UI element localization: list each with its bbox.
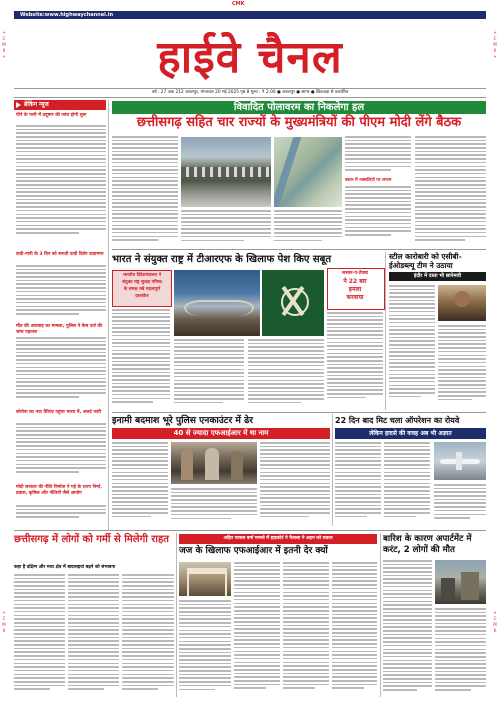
lead-kicker: विवादित पोलावरम का निकलेगा हल [233, 102, 365, 113]
right-top-headline: स्टील कारोबारी को एसीबी-ईओडब्ल्यू टीम ने उठाया [389, 252, 462, 270]
website-link[interactable]: Website:www.highwaychannel.in [20, 11, 114, 18]
breaking-item-headline: मौत की अफवाह का मामला, पुलिस ने केस दर्ज की जांच पड़ताल [16, 324, 103, 335]
trf-flag-image [262, 270, 324, 336]
lead-headline: छत्तीसगढ़ सहित चार राज्यों के मुख्यमंत्रियों की पीएम मोदी लेंगे बैठक [136, 115, 462, 130]
breaking-item-headline: मोदी सरकार की नीति निर्माता ने गई के राज्य निर्मा, प्रवास, कृषिक और नीतियों जैसे आयोग [16, 485, 102, 496]
story5-subhead: कहा है दक्षिण और मध्य क्षेत्र में बादलाइयां बढ़ने को संभावना [14, 565, 116, 570]
side-story-line: संयुक्त राष्ट्र सुरक्षा परिषद [122, 280, 162, 285]
masthead-rule-2 [14, 97, 486, 98]
story2-headline: भारत ने संयुक्त राष्ट्र में टीआरएफ के खिलाफ पेश किए सबूत [112, 254, 332, 265]
breaking-item-headline: दादी-नानी के 3 दिन को बनाती दादी दिलेर दादामणा [16, 252, 104, 257]
right-column-rule [385, 252, 386, 410]
lead-body-column [345, 136, 411, 176]
breaking-item-headline: पीने के पानी में प्रदूषण की जांच होगी शुरू [16, 113, 87, 118]
story6-headline: जज के खिलाफ एफआईआर में इतनी देर क्यों [179, 546, 328, 556]
breaking-item-body [16, 125, 106, 251]
box-story-line: लश्कर-ए-तैयबा [342, 271, 368, 276]
story3-body-column [112, 442, 168, 524]
masthead-title: हाईवे चैनल [157, 32, 343, 83]
story6-body-column [332, 562, 377, 696]
story2-body-column [174, 339, 244, 409]
story6-body-column [234, 562, 280, 696]
story-divider [176, 533, 177, 697]
box-story-line: हमला [348, 286, 362, 293]
dam-photo [181, 137, 271, 207]
story3-body-column [171, 488, 257, 524]
left-register-mark-lower: + C M K [2, 610, 6, 633]
story6-kicker: अहित पाकल वर्मा मामले में हाइकोर्ट ने फैसला ने अहम को सवाल [223, 536, 333, 541]
encounter-photo [171, 442, 257, 484]
story5-body-column [14, 574, 65, 696]
right-top-body [438, 325, 486, 409]
breaking-item-body [16, 265, 106, 323]
story4-body-column [384, 442, 430, 524]
story7-headline: बारिश के कारण अपार्टमेंट में करंट, 2 लोगों की मौत [383, 534, 472, 555]
section-rule [112, 249, 486, 250]
un-council-photo [174, 270, 260, 336]
breaking-news-title: ब्रेकिंग न्यूज [24, 101, 49, 108]
breaking-item-headline: कोरोना का नया वैरिएंट पहुंचा भारत में, अलर्ट जारी [16, 410, 102, 415]
breaking-news-arrow-icon [16, 102, 21, 108]
right-top-subhead: इंदौर में दस्ता भी छापेमारी [413, 273, 462, 279]
side-story-line: दस्तावेज [135, 294, 149, 299]
story3-body-column [260, 442, 330, 524]
top-cmyk-mark: CMK [232, 1, 245, 7]
story7-body-column [435, 608, 486, 696]
story-divider [380, 533, 381, 697]
story6-body-column [283, 562, 329, 696]
side-story-line: भारतीय विदेशमंत्रालय ने [122, 273, 162, 278]
right-register-mark-lower: + C M K [493, 610, 497, 633]
side-story-line: के समक्ष रखे महत्वपूर्ण [123, 287, 161, 292]
lead-body-column [112, 136, 178, 246]
story6-body-column [179, 600, 231, 696]
right-register-mark: + C M K + [493, 30, 497, 59]
story-divider [332, 414, 333, 526]
aircraft-photo [434, 442, 486, 480]
section-rule [14, 530, 486, 531]
story7-body-column [383, 560, 432, 696]
lead-body-column [415, 136, 486, 246]
lead-body-column [345, 186, 411, 246]
masthead-dateline: वर्ष : 27 अंक 212 जबलपुर, मंगलवार 20 मई 2025 पृष्ठ 8 मूल्य : ₹ 2.00 ● जबलपुर ● सागर ● छिंदवाड़ा से प्रकाशित [151, 90, 349, 95]
left-register-mark: + C M K + [2, 30, 6, 59]
box-story-body [327, 312, 383, 409]
story3-headline: इनामी बदमाश भूरे पुलिस एनकाउंटर में ढेर [112, 415, 254, 426]
river-map-photo [274, 137, 342, 207]
left-column-rule [108, 100, 109, 530]
right-top-body [389, 285, 435, 409]
story4-body-column [434, 484, 486, 524]
story5-headline: छत्तीसगढ़ में लोगों को गर्मी से मिलेगी राहत [14, 534, 169, 545]
box-story-line: करवाया [346, 294, 364, 301]
steel-businessman-photo [438, 285, 486, 321]
breaking-item-body [16, 505, 106, 525]
story4-body-column [335, 442, 381, 524]
box-story-line: ने 22 बार [343, 278, 367, 285]
story5-body-column [68, 574, 119, 696]
breaking-item-body [16, 423, 106, 483]
breaking-item-body [16, 337, 106, 409]
story2-body-column [248, 339, 324, 409]
story2-body-column [112, 309, 170, 409]
court-photo [179, 562, 231, 596]
dam-photo-caption [181, 210, 271, 246]
story5-body-column [122, 574, 174, 696]
lead-subhead: बस्तर में नक्सलियों पर लगाम [345, 178, 392, 183]
section-rule [112, 412, 486, 413]
map-photo-caption [274, 210, 342, 246]
apartment-photo [435, 560, 486, 604]
story4-headline: 22 दिन बाद मिट चला ऑपरेशन का रोयवे [335, 416, 460, 425]
story4-subhead: लेकिन हादसे की वजह अब भी अज्ञात [369, 430, 452, 437]
story3-subhead: 40 से ज्यादा एफआईआर में था नाम [173, 429, 269, 437]
